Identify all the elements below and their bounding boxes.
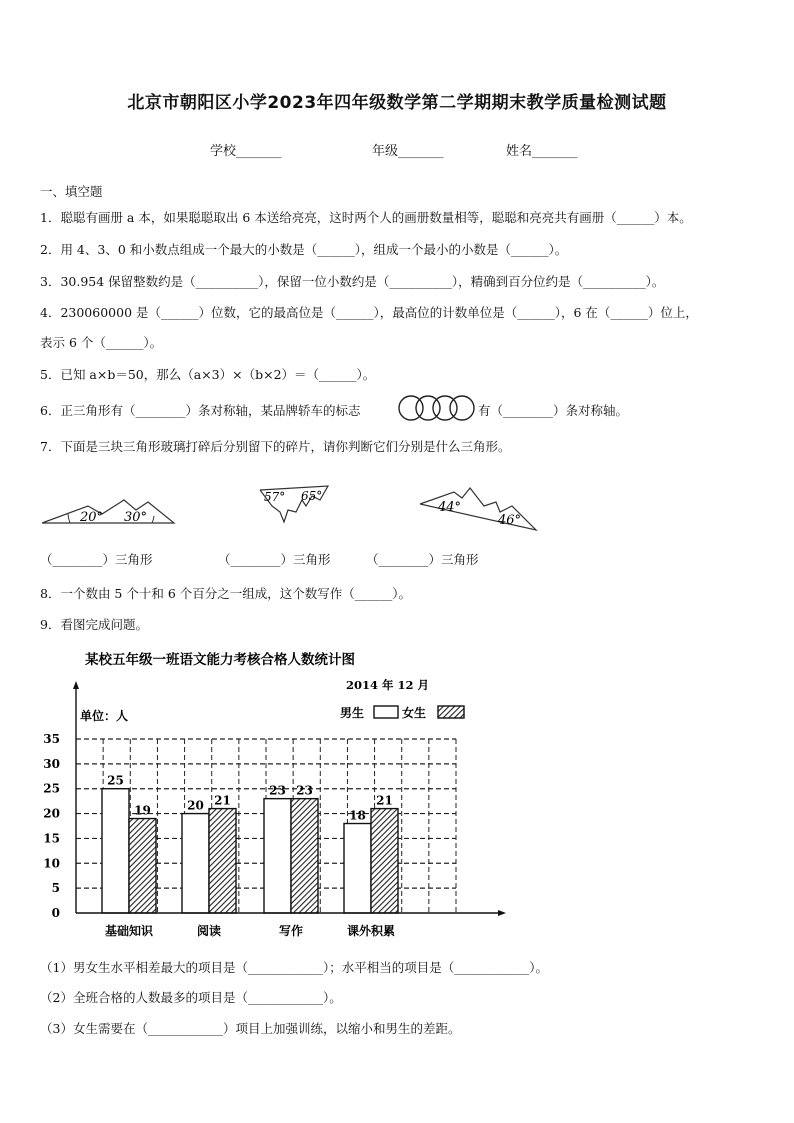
bar-value-label: 20: [187, 798, 204, 813]
car-logo-rings-icon: [397, 394, 479, 422]
question-7: 7．下面是三块三角形玻璃打碎后分别留下的碎片，请你判断它们分别是什么三角形。: [40, 439, 511, 454]
fragment-3-angle-1: 44°: [438, 500, 462, 515]
chart-unit-label: 单位：人: [80, 709, 129, 723]
legend-label-girls: 女生: [402, 706, 427, 720]
category-label: 写作: [278, 924, 304, 938]
section-heading: 一、填空题: [40, 184, 103, 199]
bar-girls: [371, 809, 398, 913]
bar-value-label: 23: [269, 783, 286, 798]
legend-swatch-girls: [438, 706, 464, 718]
y-tick-label: 20: [43, 806, 60, 821]
bar-boys: [344, 824, 371, 913]
question-3: 3．30.954 保留整数约是（__________），保留一位小数约是（__________），精确到百分位约是（__________）。: [40, 274, 665, 289]
fragment-3-angle-2: 46°: [498, 513, 522, 528]
legend-label-boys: 男生: [340, 706, 365, 720]
question-6-part1: 6．正三角形有（________）条对称轴，某品牌轿车的标志: [40, 403, 361, 418]
question-2: 2．用 4、3、0 和小数点组成一个最大的小数是（______），组成一个最小的小数是（______）。: [40, 242, 568, 257]
category-label: 阅读: [196, 924, 222, 938]
page-title: 北京市朝阳区小学2023年四年级数学第二学期期末教学质量检测试题: [127, 93, 667, 113]
y-axis-arrow: [73, 681, 79, 689]
school-field: 学校_______: [210, 144, 282, 159]
category-label: 课外积累: [346, 924, 396, 938]
name-field: 姓名_______: [506, 144, 578, 159]
y-tick-label: 35: [43, 732, 60, 746]
legend-swatch-boys: [374, 706, 398, 718]
fragment-2-angle-2: 65°: [301, 489, 323, 503]
bar-value-label: 23: [296, 783, 313, 798]
sub-question-2: （2）全班合格的人数最多的项目是（____________）。: [40, 990, 342, 1005]
bar-value-label: 21: [214, 793, 231, 808]
fragment-1-answer: （________）三角形: [40, 552, 153, 567]
bar-chart: [40, 645, 510, 945]
grade-field: 年级_______: [372, 144, 444, 159]
question-4-line1: 4．230060000 是（______）位数，它的最高位是（______），最高位的计数单位是（______），6 在（______）位上，: [40, 305, 698, 320]
bar-girls: [291, 799, 318, 913]
chart-title: 某校五年级一班语文能力考核合格人数统计图: [85, 652, 355, 668]
sub-question-1: （1）男女生水平相差最大的项目是（____________）；水平相当的项目是（____________）。: [40, 960, 548, 975]
triangle-fragment-2: [258, 484, 334, 526]
bar-boys: [264, 799, 291, 913]
sub-question-3: （3）女生需要在（____________）项目上加强训练，以缩小和男生的差距。: [40, 1021, 461, 1036]
y-tick-label: 0: [51, 906, 60, 920]
question-1: 1．聪聪有画册 a 本，如果聪聪取出 6 本送给亮亮，这时两个人的画册数量相等，聪聪和亮亮共有画册（______）本。: [40, 210, 692, 225]
chart-subtitle: 2014 年 12 月: [346, 678, 430, 692]
bar-value-label: 21: [376, 793, 393, 808]
chart-legend: [340, 705, 464, 720]
fragment-3-answer: （________）三角形: [366, 552, 479, 567]
question-4-line2: 表示 6 个（______）。: [40, 335, 163, 350]
bar-value-label: 18: [349, 808, 366, 823]
bar-girls: [129, 819, 156, 913]
x-axis-arrow: [498, 910, 506, 916]
fragment-1-angle-2: 30°: [124, 510, 148, 525]
bar-value-label: 19: [134, 803, 151, 818]
bar-boys: [182, 814, 209, 913]
question-5: 5．已知 a×b＝50，那么（a×3）×（b×2）＝（______）。: [40, 367, 376, 382]
y-tick-label: 15: [43, 831, 60, 846]
bar-boys: [102, 789, 129, 913]
category-label: 基础知识: [104, 924, 154, 938]
y-tick-label: 10: [43, 856, 60, 871]
fragment-2-answer: （________）三角形: [218, 552, 331, 567]
question-8: 8．一个数由 5 个十和 6 个百分之一组成，这个数写作（______）。: [40, 586, 412, 601]
triangle-fragment-3: [418, 484, 540, 534]
bar-girls: [209, 809, 236, 913]
y-tick-label: 5: [51, 881, 60, 896]
question-9: 9．看图完成问题。: [40, 617, 148, 632]
y-tick-label: 25: [43, 781, 60, 796]
triangle-fragment-1: [40, 492, 180, 528]
question-6-part2: 有（________）条对称轴。: [478, 403, 629, 418]
bar-value-label: 25: [107, 773, 124, 788]
y-tick-label: 30: [43, 756, 60, 771]
fragment-1-angle-1: 20°: [80, 510, 104, 525]
fragment-2-angle-1: 57°: [264, 490, 286, 504]
